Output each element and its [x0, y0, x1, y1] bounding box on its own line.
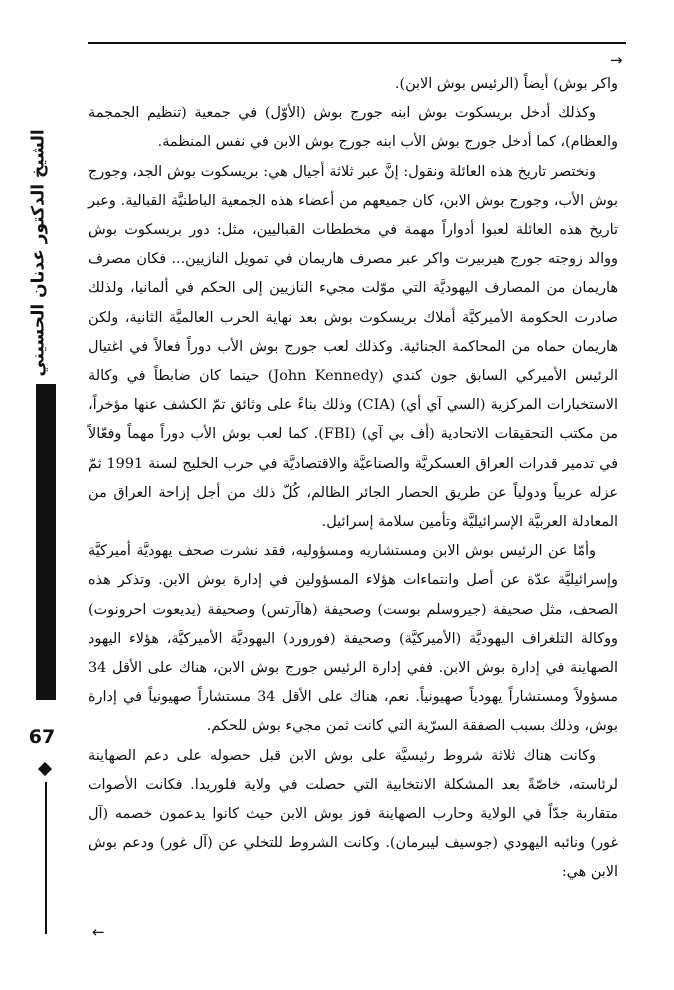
running-title-text: الشيخ الدكتور عدنان الحسيني [29, 129, 49, 377]
paragraph: ونختصر تاريخ هذه العائلة ونقول: إنَّ عبر ثلاثة أجيال هي: بريسكوت بوش الجد، وجورج بوش الأب، وجورج بوش الابن، كان جميعهم من أعضاء هذه الجمعية الباطنيَّة القبالية. وعبر تاريخ هذه العائلة لعبوا أدواراً مهمة في مخططات القباليين، مثل: دور بريسكوت بوش ووالد زوجته جورج هيربيرت واكر عبر مصرف هاريمان في تمويل النازيين... فكان مصرف هاريمان من المصارف اليهوديَّة التي موّلت مجيء النازيين إلى الحكم في ألمانيا، ولذلك صادرت الحكومة الأميركيَّة أملاك بريسكوت بوش بعد نهاية الحرب العالميَّة الثانية، ولكن هاريمان حماه من المحاكمة الجنائية. وكذلك لعب جورج بوش الأب دوراً فعالاً في اغتيال الرئيس الأميركي السابق جون كندي (John Kennedy) حينما كان ضابطاً في وكالة الاستخبارات المركزية (السي آي أي) (CIA) وذلك بناءً على وثائق تمّ الكشف عنها مؤخراً، من مكتب التحقيقات الاتحادية (أف بي آي) (FBI). كما لعب بوش الأب دوراً مهماً وفعّالاً في تدمير قدرات العراق العسكريَّة والصناعيَّة والاقتصاديَّة في حرب الخليج لسنة 1991 ثمّ عزله عربياً ودولياً عن طريق الحصار الجائر الظالم، كُلّ ذلك من أجل إزاحة العراق من المعادلة العربيَّة الإسرائيليَّة وتأمين سلامة إسرائيل. [88, 163, 618, 531]
page-number: 67 [28, 726, 56, 748]
arrow-right-icon: → [610, 51, 623, 69]
side-vertical-line [45, 782, 47, 934]
body-text [88, 70, 618, 888]
paragraph: وكذلك أدخل بريسكوت بوش ابنه جورج بوش (الأوّل) في جمعية (تنظيم الجمجمة والعظام)، كما أدخل جورج بوش الأب ابنه جورج بوش الابن في نفس المنظمة. [88, 105, 618, 151]
arrow-left-icon: ← [92, 923, 105, 941]
paragraph: وكانت هناك ثلاثة شروط رئيسيَّة على بوش الابن قبل حصوله على دعم الصهاينة لرئاسته، خاصّةً بعد المشكلة الانتخابية التي حصلت في ولاية فلوريدا. فكانت الأصوات متقاربة جدّاً في الولاية وحارب الصهاينة فوز بوش الابن حيث كانوا يدعمون خصمه (آل غور) ونائبه اليهودي (جوسيف ليبرمان). وكانت الشروط للتخلي عن (آل غور) ودعم بوش الابن هي: [88, 747, 618, 881]
paragraph: واكر بوش) أيضاً (الرئيس بوش الابن). [394, 76, 618, 92]
diamond-icon [38, 762, 52, 776]
paragraph: وأمّا عن الرئيس بوش الابن ومستشاريه ومسؤوليه، فقد نشرت صحف يهوديَّة أميركيَّة وإسرائيليَّة عدّة عن أصل وانتماءات هؤلاء المسؤولين في إدارة بوش الابن. وتذكر هذه الصحف، مثل صحيفة (جيروسلم بوست) وصحيفة (هاآرتس) وصحيفة (يديعوت احرونوت) ووكالة التلغراف اليهوديَّة (الأميركيَّة) وصحيفة (فورورد) اليهوديَّة الأميركيَّة، هؤلاء اليهود الصهاينة في إدارة بوش الابن. ففي إدارة الرئيس جورج بوش الابن، هناك على الأقل 34 مسؤولاً ومستشاراً يهودياً صهيونياً. نعم، هناك على الأقل 34 مستشاراً صهيونياً في إدارة بوش، وذلك بسبب الصفقة السرّية التي كانت ثمن مجيء بوش للحكم. [88, 543, 618, 735]
top-rule [88, 42, 626, 44]
side-black-bar [36, 384, 56, 700]
book-author-running-title [20, 129, 58, 377]
